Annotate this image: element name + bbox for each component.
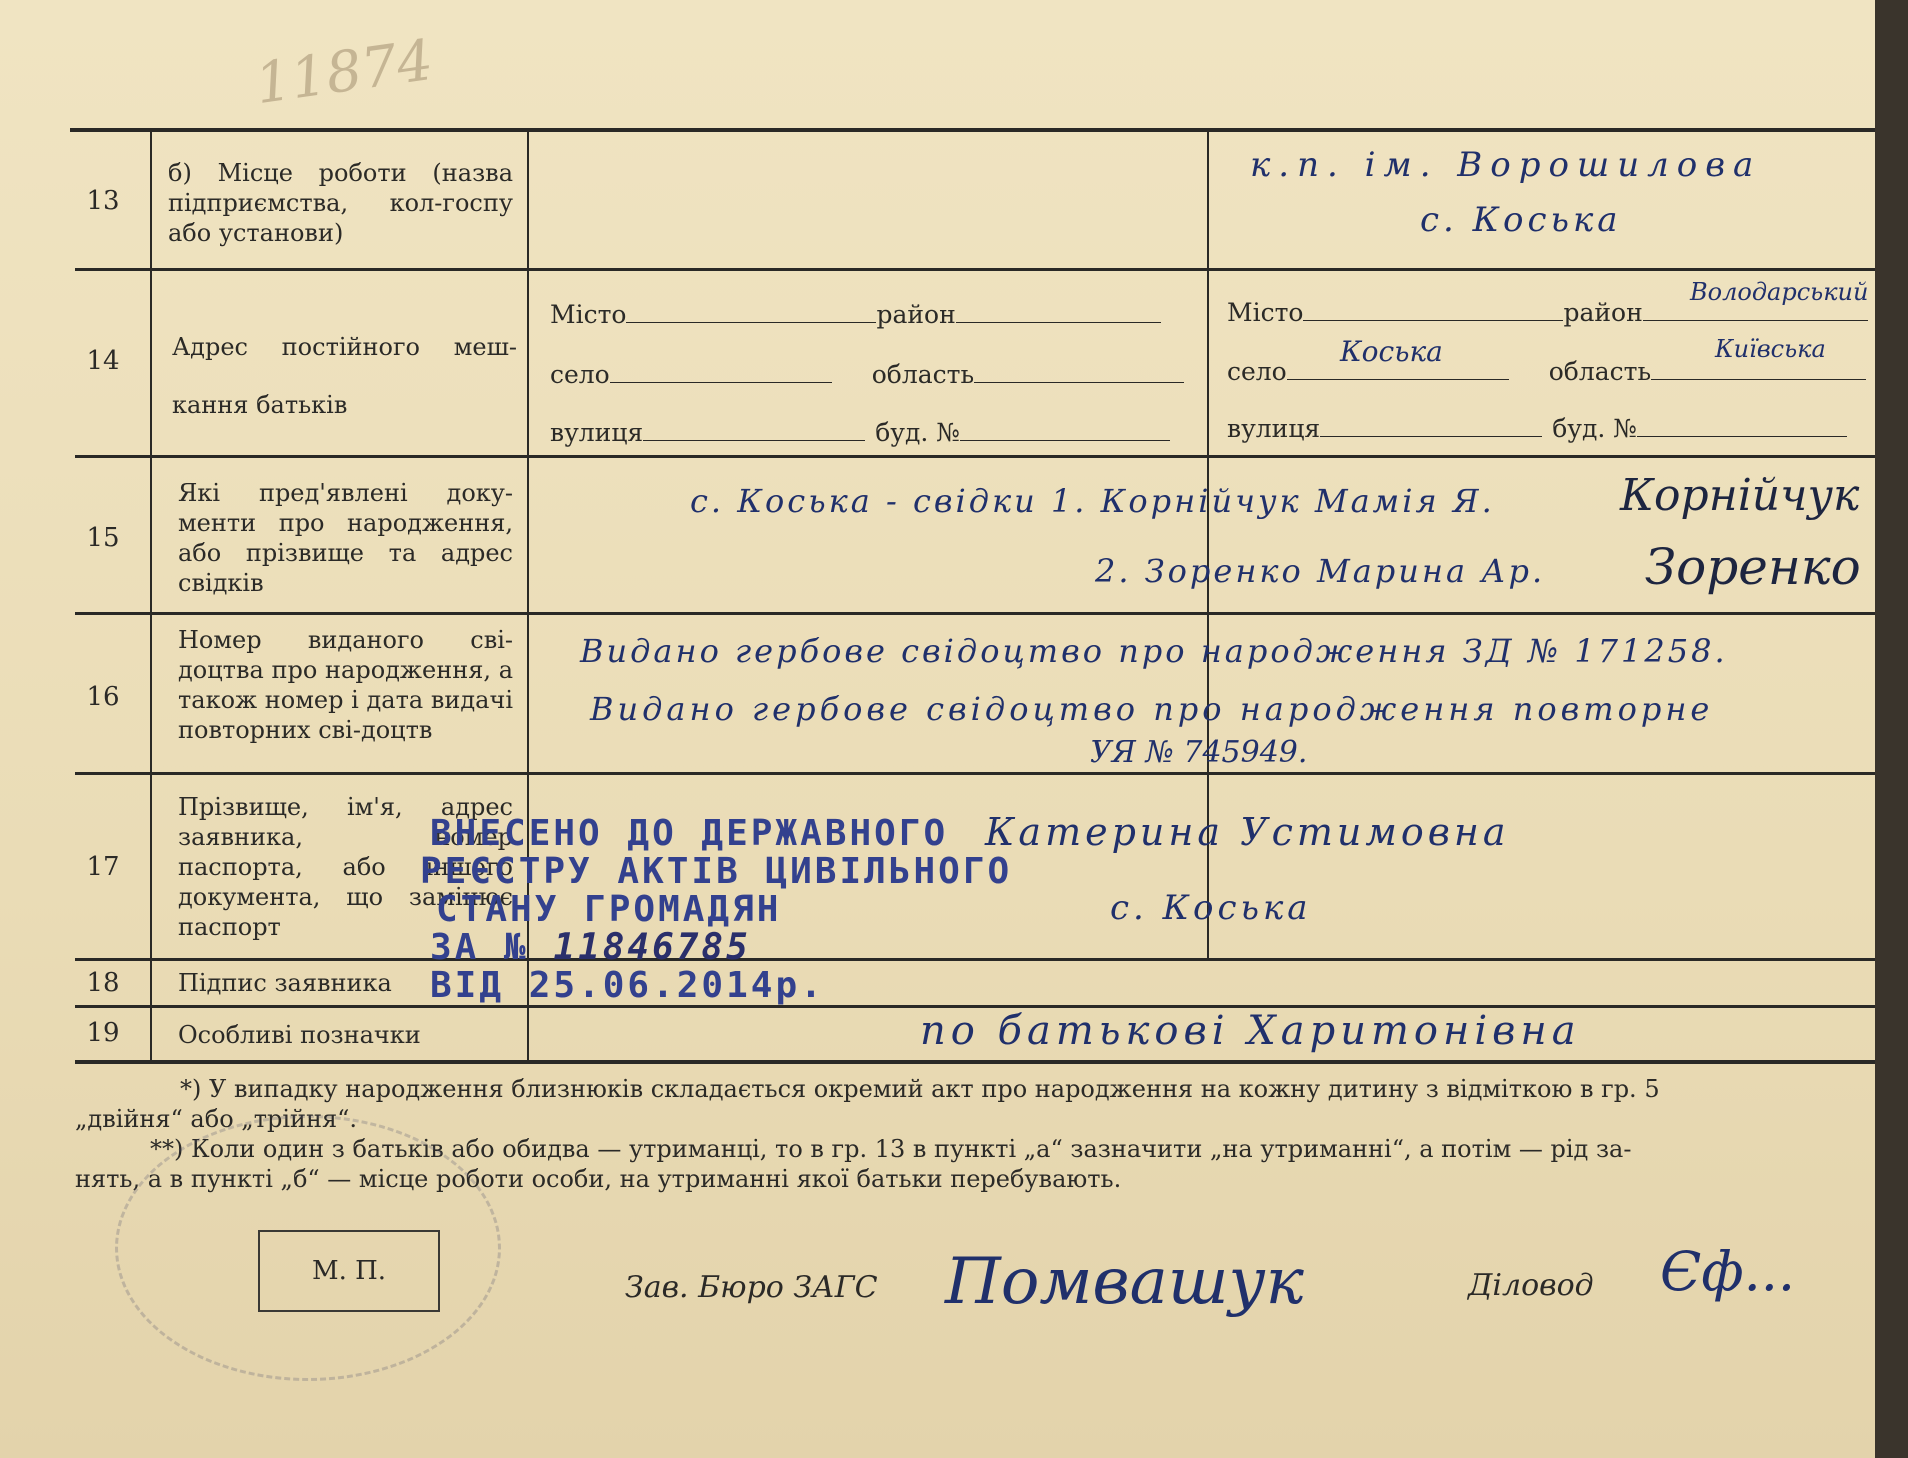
handwritten-certificate-2: Видано гербове свідоцтво про народження повторне [590, 690, 1714, 728]
row-divider-14-15 [75, 455, 1875, 458]
stamp-date: 25.06.2014р. [528, 965, 825, 1006]
row-number: 13 [86, 186, 120, 216]
district-label: район [1563, 298, 1643, 327]
head-of-registry-signature: Помвашук [945, 1245, 1304, 1319]
handwritten-witnesses-2: 2. Зоренко Марина Ар. [1095, 552, 1546, 590]
region-label: область [1548, 357, 1652, 386]
village-label: село [1227, 357, 1287, 386]
stamp-number-prefix: ЗА № [430, 927, 529, 968]
street-label: вулиця [550, 418, 644, 447]
row-divider-13-14 [75, 268, 1875, 271]
table-top-border [70, 128, 1875, 132]
handwritten-district: Володарський [1690, 278, 1869, 306]
row-label: Прізвище, ім'я, адрес заявника, номер паспорта, або іншого документа, що замінює паспорт [178, 793, 513, 941]
row-label: Особливі позначки [178, 1021, 421, 1049]
row-number: 16 [86, 682, 120, 712]
building-label: буд. № [875, 418, 960, 447]
archive-number: 11874 [251, 27, 437, 118]
clerk-signature: Єф... [1660, 1240, 1796, 1303]
handwritten-certificate-3: УЯ № 745949. [1090, 735, 1308, 770]
handwritten-workplace: к.п. ім. Ворошилова [1250, 145, 1762, 185]
address-form-left [550, 300, 1161, 329]
page-edge-shadow [1875, 0, 1908, 1458]
witness-signature-1: Корнійчук [1620, 470, 1860, 521]
address-form-right-3 [1227, 414, 1847, 443]
row-number: 14 [86, 346, 120, 376]
handwritten-region: Київська [1715, 335, 1826, 363]
handwritten-applicant-name: Катерина Устимовна [985, 810, 1510, 854]
building-label: буд. № [1552, 414, 1637, 443]
table-bottom-border [75, 1060, 1875, 1064]
col-divider-1 [150, 130, 152, 1062]
row-divider-15-16 [75, 612, 1875, 615]
handwritten-witnesses-1: с. Коська - свідки 1. Корнійчук Мамія Я. [690, 482, 1495, 520]
footnote-2-cont: нять, а в пункті „б“ — місце роботи особи, на утриманні якої батьки перебувають. [75, 1165, 1122, 1193]
stamp-number-line [430, 929, 1012, 967]
footnote-2: **) Коли один з батьків або обидва — утриманці, то в гр. 13 в пункті „а“ зазначити „на утриманні“, а потім — рід за- [150, 1135, 1632, 1163]
head-of-registry-label: Зав. Бюро ЗАГС [625, 1270, 878, 1305]
handwritten-workplace-village: с. Коська [1420, 200, 1622, 240]
stamp-number: 11846785 [553, 927, 751, 968]
clerk-label: Діловод [1468, 1268, 1594, 1303]
seal-placeholder-box [258, 1230, 440, 1312]
row-label: Номер виданого сві-доцтва про народження, а також номер і дата видачі повторних сві-доцтв [178, 626, 513, 744]
row-number: 15 [86, 523, 120, 553]
district-label: район [876, 300, 956, 329]
footnote-1-cont: „двійня“ або „трійня“. [75, 1105, 358, 1133]
street-label: вулиця [1227, 414, 1321, 443]
row-divider-16-17 [75, 772, 1875, 775]
row-label: Підпис заявника [178, 969, 392, 997]
village-label: село [550, 360, 610, 389]
stamp-line: ВНЕСЕНО ДО ДЕРЖАВНОГО [430, 813, 949, 854]
witness-signature-2: Зоренко [1645, 538, 1861, 596]
address-form-left-2 [550, 360, 1184, 389]
handwritten-applicant-address: с. Коська [1110, 888, 1312, 928]
row-number: 17 [86, 852, 120, 882]
row-number: 18 [86, 968, 120, 998]
region-label: область [871, 360, 975, 389]
footnote-1: *) У випадку народження близнюків складається окремий акт про народження на кожну дитину з відміткою в гр. 5 [180, 1075, 1660, 1103]
row-label: Які пред'явлені доку-менти про народження, або прізвище та адрес свідків [178, 479, 513, 597]
handwritten-certificate-1: Видано гербове свідоцтво про народження ЗД № 171258. [580, 632, 1728, 670]
row-label: б) Місце роботи (назва підприємства, кол-госпу або установи) [168, 159, 513, 247]
registry-stamp [420, 813, 1013, 1006]
handwritten-special-note: по батькові Харитонівна [920, 1008, 1581, 1054]
address-form-left-3 [550, 418, 1170, 447]
seal-label: М. П. [311, 1256, 387, 1286]
city-label: Місто [1227, 298, 1304, 327]
stamp-line: РЕЄСТРУ АКТІВ ЦИВІЛЬНОГО [420, 851, 1013, 892]
stamp-date-line [430, 967, 1012, 1005]
row-number: 19 [86, 1018, 120, 1048]
city-label: Місто [550, 300, 627, 329]
stamp-line: СТАНУ ГРОМАДЯН [436, 889, 782, 930]
row-label: Адрес постійного меш-кання батьків [172, 333, 517, 419]
stamp-date-prefix: ВІД [430, 965, 505, 1006]
handwritten-village: Коська [1340, 335, 1443, 368]
